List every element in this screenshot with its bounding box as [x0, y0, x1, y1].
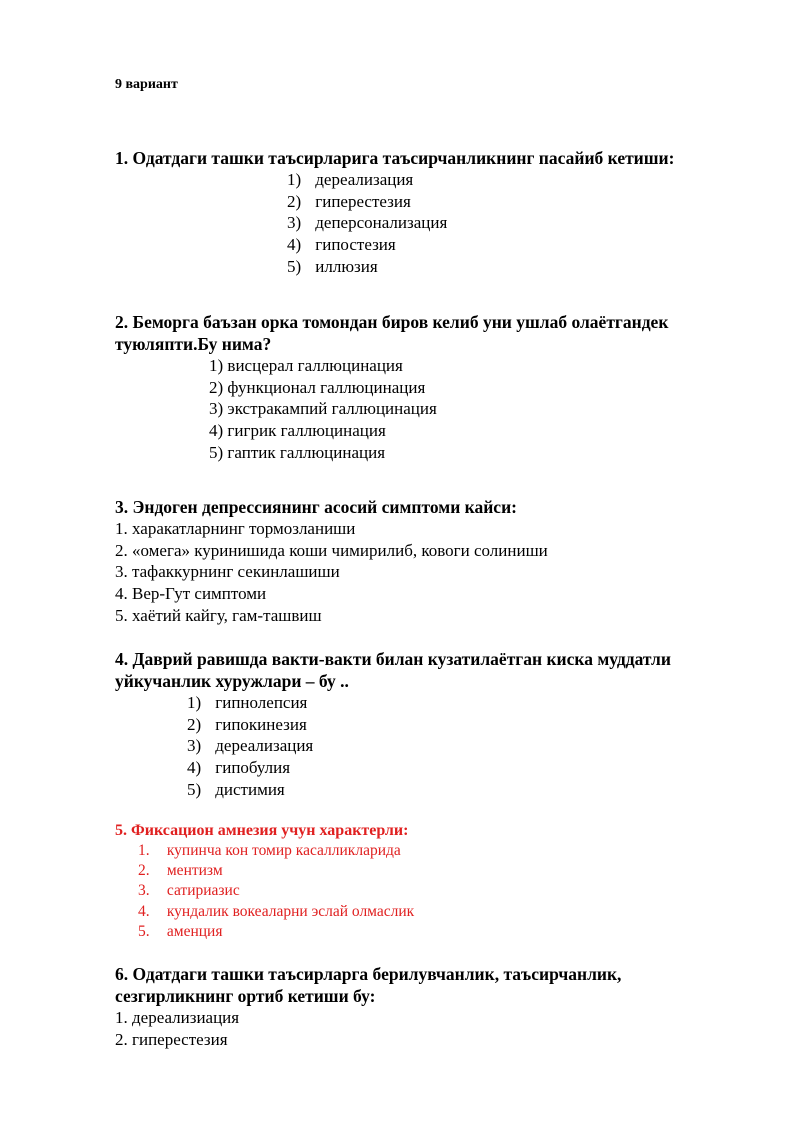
option: 4. Вер-Гут симптоми	[115, 584, 267, 604]
question-1	[115, 147, 735, 278]
variant-label: 9 вариант	[115, 77, 178, 92]
option: 3) деперсонализация	[287, 213, 448, 233]
question-3	[115, 496, 735, 627]
option-list	[187, 692, 735, 801]
option: 5. хаётий кайгу, гам-ташвиш	[115, 605, 322, 625]
question-title: 3. Эндоген депрессиянинг асосий симптоми кайси:	[115, 497, 517, 517]
question-6	[115, 963, 735, 1050]
option: 1. харакатларнинг тормозланиши	[115, 519, 356, 538]
option: 3. тафаккурнинг секинлашиши	[115, 562, 340, 582]
option: 3) экстракампий галлюцинация	[209, 399, 437, 419]
option: 3) дереализация	[187, 736, 314, 756]
option: 2) функционал галлюцинация	[209, 377, 426, 397]
option: 1. дереализиация	[115, 1008, 240, 1027]
option: 2) гиперестезия	[287, 191, 411, 211]
option: 2. гиперестезия	[115, 1029, 228, 1049]
option: 1) гипнолепсия	[187, 693, 308, 712]
option: 1. купинча кон томир касалликларида	[138, 842, 401, 859]
question-title: 1. Одатдаги ташки таъсирларига таъсирчанликнинг пасайиб кетиши:	[115, 148, 675, 168]
option: 4) гипобулия	[187, 758, 291, 778]
question-title: 2. Беморга баъзан орка томондан биров келиб уни ушлаб олаётгандек туюляпти.Бу нима?	[115, 312, 669, 354]
question-title: 6. Одатдаги ташки таъсирларга берилувчанлик, таъсирчанлик, сезгирликнинг ортиб кетиши бу:	[115, 964, 622, 1006]
option: 1) дереализация	[287, 170, 414, 189]
option-list	[209, 355, 735, 464]
option-list	[287, 169, 735, 278]
option-list	[115, 518, 735, 627]
option: 4) гигрик галлюцинация	[209, 421, 386, 441]
option: 1) висцерал галлюцинация	[209, 356, 403, 375]
question-4	[115, 648, 735, 801]
option-list	[115, 1007, 735, 1050]
option: 2. ментизм	[138, 862, 223, 880]
option: 5. аменция	[138, 922, 223, 940]
option: 3. сатириазис	[138, 882, 240, 900]
option: 5) дистимия	[187, 779, 285, 799]
option-list	[138, 841, 735, 942]
question-2	[115, 311, 735, 464]
option: 2. «омега» куринишида коши чимирилиб, ковоги солиниши	[115, 540, 548, 560]
option: 4) гипостезия	[287, 235, 396, 255]
option: 5) иллюзия	[287, 256, 378, 276]
option: 2) гипокинезия	[187, 714, 307, 734]
option: 5) гаптик галлюцинация	[209, 442, 386, 462]
question-title: 5. Фиксацион амнезия учун характерли:	[115, 822, 409, 839]
option: 4. кундалик вокеаларни эслай олмаслик	[138, 902, 415, 920]
question-5	[115, 821, 735, 942]
question-title: 4. Даврий равишда вакти-вакти билан кузатилаётган киска муддатли уйкучанлик хуружлари – бу ..	[115, 649, 671, 691]
